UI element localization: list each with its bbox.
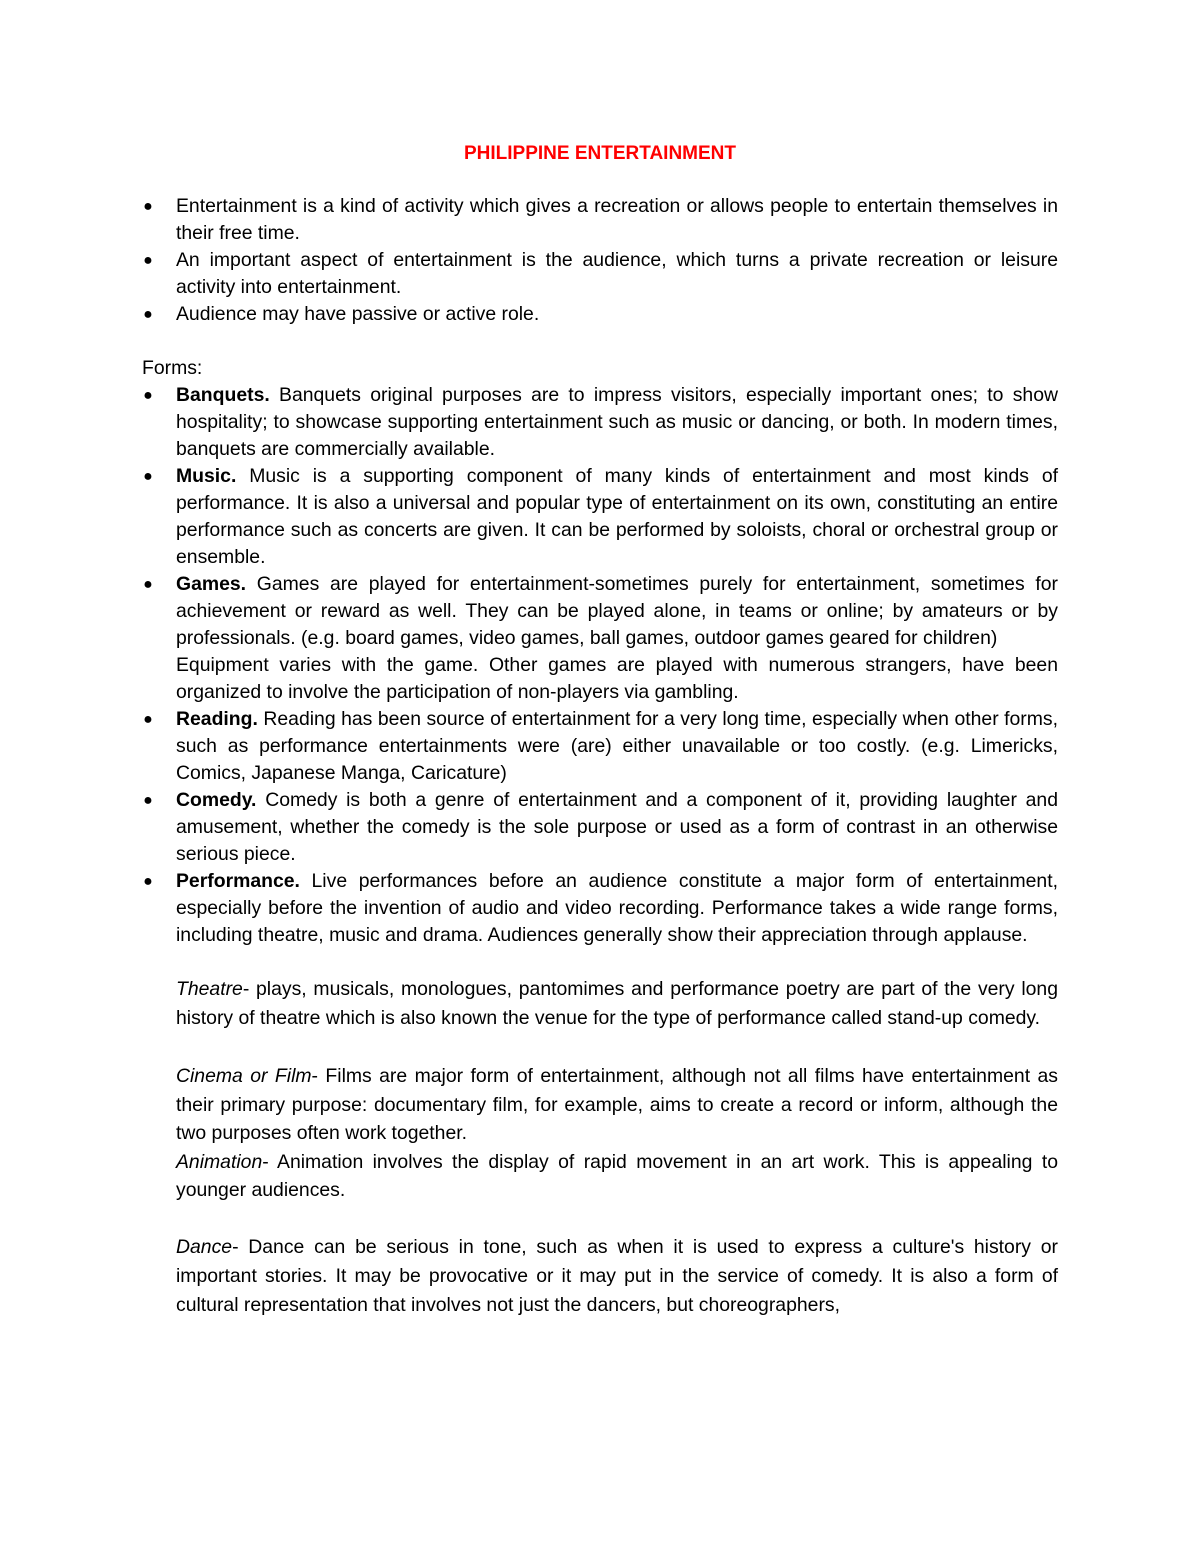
intro-text: Entertainment is a kind of activity which gives a recreation or allows people to entertain themselves in their free time. <box>176 195 1058 244</box>
forms-bullet-list <box>142 382 1058 949</box>
form-text: Reading has been source of entertainment for a very long time, especially when other forms, such as performance entertainments were (are) either unavailable or too costly. (e.g. Limericks, Comics, Japanese Manga, Caricature) <box>176 708 1058 784</box>
list-item <box>142 463 1058 571</box>
list-item <box>142 382 1058 463</box>
subtype-text: - plays, musicals, monologues, pantomimes and performance poetry are part of the very long history of theatre which is also known the venue for the type of performance called stand-up comedy. <box>176 978 1058 1029</box>
form-term: Games. <box>176 573 247 595</box>
form-term: Banquets. <box>176 384 270 406</box>
bullet-icon: ● <box>143 576 153 593</box>
intro-text: An important aspect of entertainment is the audience, which turns a private recreation or leisure activity into entertainment. <box>176 249 1058 298</box>
form-extra-text: Equipment varies with the game. Other games are played with numerous strangers, have been organized to involve the participation of non-players via gambling. <box>176 654 1058 703</box>
subtype-term: Theatre <box>176 978 243 1000</box>
cinema-paragraph <box>142 1062 1058 1148</box>
form-text: Comedy is both a genre of entertainment and a component of it, providing laughter and amusement, whether the comedy is the sole purpose or used as a form of contrast in an otherwise serious piece. <box>176 789 1058 865</box>
page-title: PHILIPPINE ENTERTAINMENT <box>464 143 736 164</box>
subtype-term: Animation <box>176 1150 263 1173</box>
subtype-term: Dance <box>176 1235 233 1258</box>
theatre-paragraph <box>142 975 1058 1033</box>
bullet-icon: ● <box>143 468 153 485</box>
subtype-term: Cinema or Film <box>176 1065 312 1087</box>
subtype-text: - Dance can be serious in tone, such as when it is used to express a culture's history or important stories. It may be provocative or it may put in the service of comedy. It is also a form of cultural representation that involves not just the dancers, but choreographers, <box>176 1235 1058 1316</box>
dance-paragraph <box>142 1233 1058 1320</box>
form-term: Comedy. <box>176 789 257 811</box>
subtype-text: - Films are major form of entertainment, although not all films have entertainment as their primary purpose: documentary film, for example, aims to create a record or inform, although the two purposes often work together. <box>176 1065 1058 1144</box>
bullet-icon: ● <box>143 792 153 809</box>
bullet-icon: ● <box>143 306 153 323</box>
document-body <box>142 193 1058 1320</box>
animation-paragraph <box>142 1148 1058 1205</box>
form-text: Games are played for entertainment-sometimes purely for entertainment, sometimes for achievement or reward as well. They can be played alone, in teams or online; by amateurs or by professionals. (e.g. board games, video games, ball games, outdoor games geared for children) <box>176 573 1058 649</box>
subtype-text: - Animation involves the display of rapid movement in an art work. This is appealing to younger audiences. <box>176 1150 1058 1201</box>
bullet-icon: ● <box>143 252 153 269</box>
intro-text: Audience may have passive or active role. <box>176 303 540 325</box>
list-item <box>142 571 1058 706</box>
intro-bullet-list <box>142 193 1058 328</box>
form-term: Music. <box>176 465 237 487</box>
list-item <box>142 247 1058 301</box>
bullet-icon: ● <box>143 711 153 728</box>
list-item <box>142 868 1058 949</box>
bullet-icon: ● <box>143 873 153 890</box>
form-term: Performance. <box>176 870 300 892</box>
form-text: Banquets original purposes are to impress visitors, especially important ones; to show hospitality; to showcase supporting entertainment such as music or dancing, or both. In modern times, banquets are commercially available. <box>176 384 1058 460</box>
form-text: Live performances before an audience constitute a major form of entertainment, especially before the invention of audio and video recording. Performance takes a wide range forms, including theatre, music and drama. Audiences generally show their appreciation through applause. <box>176 870 1058 946</box>
list-item <box>142 706 1058 787</box>
forms-heading: Forms: <box>142 357 203 379</box>
bullet-icon: ● <box>143 387 153 404</box>
list-item <box>142 301 1058 328</box>
bullet-icon: ● <box>143 198 153 215</box>
form-term: Reading. <box>176 708 258 730</box>
list-item <box>142 787 1058 868</box>
list-item <box>142 193 1058 247</box>
form-text: Music is a supporting component of many kinds of entertainment and most kinds of performance. It is also a universal and popular type of entertainment on its own, constituting an entire performance such as concerts are given. It can be performed by soloists, choral or orchestral group or ensemble. <box>176 465 1058 568</box>
